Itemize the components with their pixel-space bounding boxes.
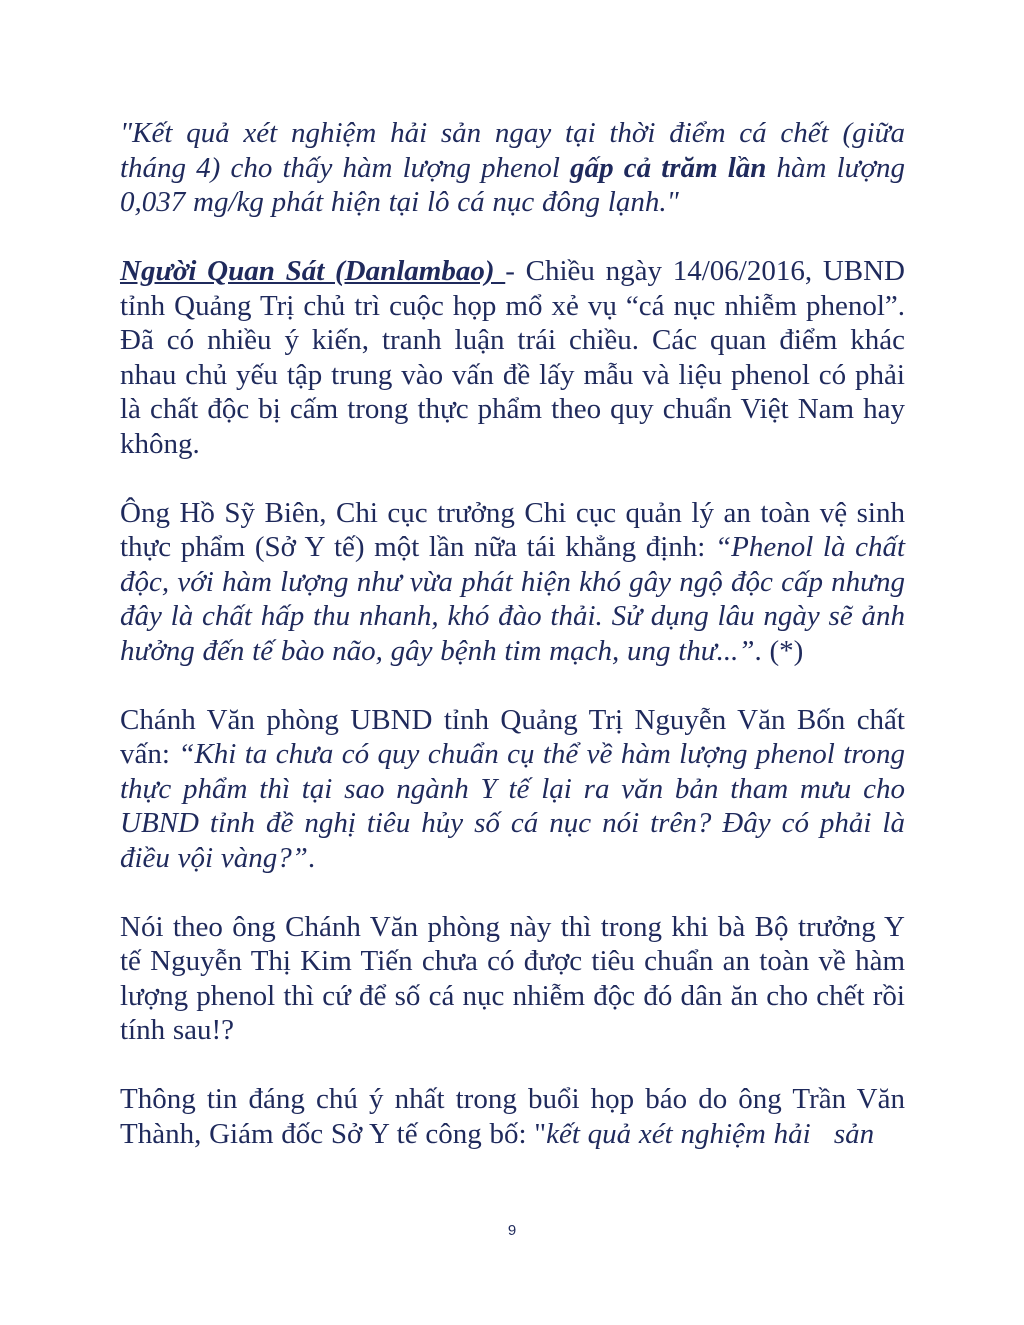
paragraph-6-quote: kết quả xét nghiệm hải sản xyxy=(546,1117,875,1150)
quote-text-end: hàm lượng 0,037 mg/kg phát hiện tại lô cá nục đông lạnh." xyxy=(120,151,905,218)
source-attribution: Người Quan Sát (Danlambao) xyxy=(120,255,506,287)
paragraph-6 xyxy=(120,1082,905,1151)
page-number: 9 xyxy=(507,1222,517,1239)
paragraph-4 xyxy=(120,703,905,876)
paragraph-quote xyxy=(120,116,905,220)
paragraph-2-text: - Chiều ngày 14/06/2016, UBND tỉnh Quảng Trị chủ trì cuộc họp mổ xẻ vụ “cá nục nhiễm phenol”. Đã có nhiều ý kiến, tranh luận trái chiều. Các quan điểm khác nhau chủ yếu tập trung vào vấn đề lấy mẫu và liệu phenol có phải là chất độc bị cấm trong thực phẩm theo quy chuẩn Việt Nam hay không. xyxy=(120,255,905,460)
paragraph-3 xyxy=(120,496,905,669)
paragraph-3-quote: “Phenol là chất độc, với hàm lượng như vừa phát hiện khó gây ngộ độc cấp nhưng đây là chất hấp thu nhanh, khó đào thải. Sử dụng lâu ngày sẽ ảnh hưởng đến tế bào não, gây bệnh tim mạch, ung thư...” xyxy=(120,531,905,667)
paragraph-3-tail: . (*) xyxy=(754,634,804,667)
paragraph-3-lead: Ông Hồ Sỹ Biên, Chi cục trưởng Chi cục quản lý an toàn vệ sinh thực phẩm (Sở Y tế) một lần nữa tái khẳng định: xyxy=(120,496,905,563)
paragraph-4-quote: “Khi ta chưa có quy chuẩn cụ thể về hàm lượng phenol trong thực phẩm thì tại sao ngành Y tế lại ra văn bản tham mưu cho UBND tỉnh đề nghị tiêu hủy số cá nục nói trên? Đây có phải là điều vội vàng?” xyxy=(120,738,905,874)
quote-text-start: "Kết quả xét nghiệm hải sản ngay tại thời điểm cá chết (giữa tháng 4) cho thấy hàm lượng phenol xyxy=(120,117,905,184)
paragraph-source xyxy=(120,254,905,461)
document-body xyxy=(120,116,905,1186)
paragraph-4-tail: . xyxy=(307,841,316,874)
paragraph-4-lead: Chánh Văn phòng UBND tỉnh Quảng Trị Nguyễn Văn Bốn chất vấn: xyxy=(120,703,905,770)
paragraph-6-lead: Thông tin đáng chú ý nhất trong buổi họp báo do ông Trần Văn Thành, Giám đốc Sở Y tế công bố: " xyxy=(120,1083,905,1150)
paragraph-5-text: Nói theo ông Chánh Văn phòng này thì trong khi bà Bộ trưởng Y tế Nguyễn Thị Kim Tiến chưa có được tiêu chuẩn an toàn về hàm lượng phenol thì cứ để số cá nục nhiễm độc đó dân ăn cho chết rồi tính sau!? xyxy=(120,910,905,1046)
paragraph-5 xyxy=(120,910,905,1048)
emphasis-text: gấp cả trăm lần xyxy=(570,151,767,184)
